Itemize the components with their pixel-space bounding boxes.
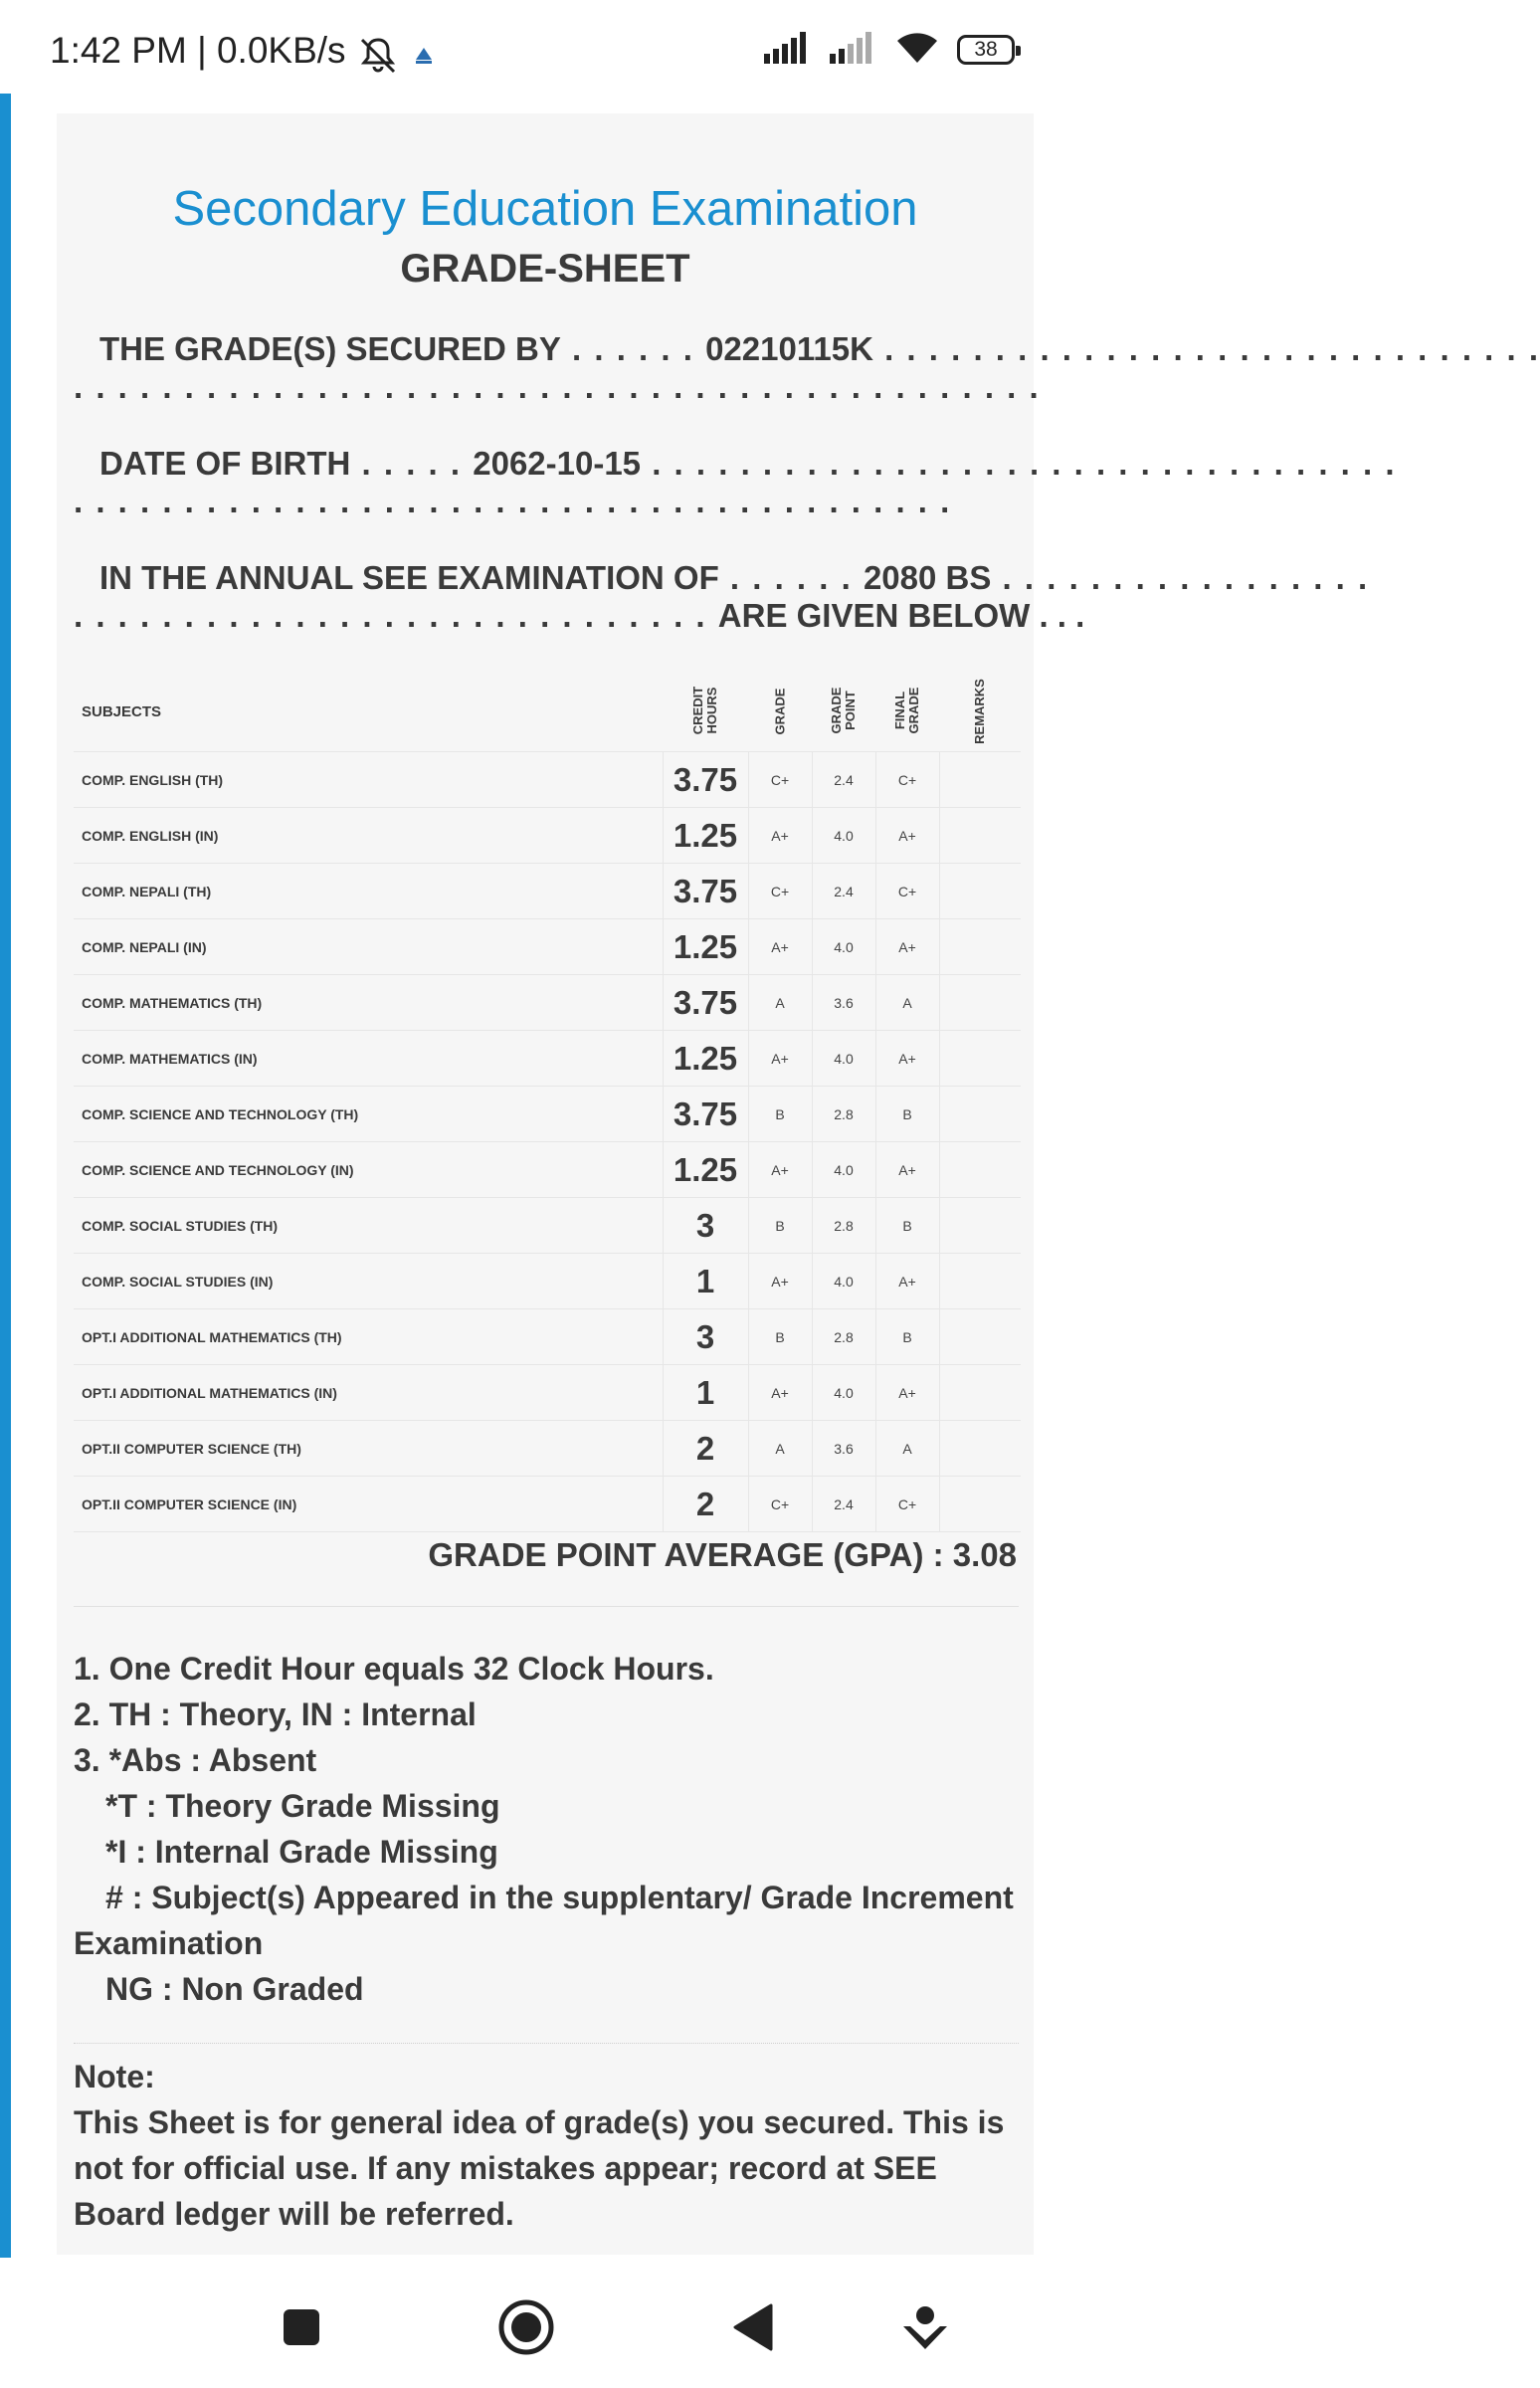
grade-cell: A xyxy=(748,975,812,1031)
assistant-button[interactable] xyxy=(890,2294,960,2364)
subject-cell: COMP. SOCIAL STUDIES (IN) xyxy=(74,1254,663,1309)
grade-cell: B xyxy=(748,1087,812,1142)
grade-cell: A+ xyxy=(748,1142,812,1198)
grade-point-cell: 4.0 xyxy=(812,1365,875,1421)
remarks-cell xyxy=(939,1365,1021,1421)
secured-by-label: THE GRADE(S) SECURED BY xyxy=(99,330,561,367)
home-circle-icon xyxy=(497,2298,555,2361)
dob-dots: . . . . . . . . . . . . . . . . . . . . . . . . . . . . . . . . . . . . . . . . xyxy=(74,483,952,519)
header-grade: GRADE xyxy=(748,672,812,752)
remarks-cell xyxy=(939,1198,1021,1254)
grade-point-cell: 2.8 xyxy=(812,1198,875,1254)
grade-cell: A+ xyxy=(748,1031,812,1087)
given-below: ARE GIVEN BELOW . . . xyxy=(717,597,1085,634)
final-grade-cell: C+ xyxy=(875,864,939,919)
remarks-cell xyxy=(939,1477,1021,1532)
signal-icon xyxy=(764,32,812,69)
battery-icon xyxy=(957,35,1015,65)
table-row xyxy=(74,1309,1021,1365)
final-grade-cell: A+ xyxy=(875,808,939,864)
final-grade-cell: B xyxy=(875,1198,939,1254)
remarks-cell xyxy=(939,1309,1021,1365)
table-row xyxy=(74,1087,1021,1142)
header-subjects: SUBJECTS xyxy=(74,672,663,752)
credit-hours-cell: 3 xyxy=(663,1198,748,1254)
subject-cell: COMP. SCIENCE AND TECHNOLOGY (IN) xyxy=(74,1142,663,1198)
recents-button[interactable] xyxy=(267,2294,336,2364)
battery-level: 38 xyxy=(974,38,998,61)
gpa-value: GRADE POINT AVERAGE (GPA) : 3.08 xyxy=(428,1536,1017,1573)
subject-cell: OPT.I ADDITIONAL MATHEMATICS (TH) xyxy=(74,1309,663,1365)
final-grade-cell: C+ xyxy=(875,752,939,808)
dob-value: 2062-10-15 xyxy=(473,445,642,482)
home-button[interactable] xyxy=(491,2294,561,2364)
credit-hours-cell: 2 xyxy=(663,1477,748,1532)
secured-by-dots: . . . . . . . . . . . . . . . . . . . . . . . . . . . . . . . . . . . . . . . . . . . . xyxy=(74,368,1041,405)
remarks-cell xyxy=(939,1087,1021,1142)
credit-hours-cell: 1 xyxy=(663,1365,748,1421)
person-down-icon xyxy=(900,2302,950,2357)
final-grade-cell: B xyxy=(875,1309,939,1365)
symbol-number: 02210115K xyxy=(705,330,873,367)
table-row xyxy=(74,1031,1021,1087)
subject-cell: OPT.I ADDITIONAL MATHEMATICS (IN) xyxy=(74,1365,663,1421)
grade-point-cell: 3.6 xyxy=(812,1421,875,1477)
credit-hours-cell: 3.75 xyxy=(663,1087,748,1142)
grade-cell: C+ xyxy=(748,1477,812,1532)
grade-point-cell: 2.8 xyxy=(812,1309,875,1365)
credit-hours-cell: 3.75 xyxy=(663,864,748,919)
remarks-cell xyxy=(939,1031,1021,1087)
subject-cell: OPT.II COMPUTER SCIENCE (TH) xyxy=(74,1421,663,1477)
final-grade-cell: A xyxy=(875,975,939,1031)
signal-2-icon xyxy=(830,32,877,69)
grade-cell: B xyxy=(748,1198,812,1254)
status-time: 1:42 PM | 0.0KB/s xyxy=(50,30,346,71)
back-triangle-icon xyxy=(731,2303,775,2356)
grade-point-cell: 4.0 xyxy=(812,919,875,975)
note-item: 2. TH : Theory, IN : Internal xyxy=(74,1696,477,1732)
grade-point-cell: 2.4 xyxy=(812,1477,875,1532)
table-row xyxy=(74,752,1021,808)
examination-word: Examination xyxy=(74,1925,264,1961)
subject-cell: COMP. ENGLISH (IN) xyxy=(74,808,663,864)
credit-hours-cell: 1 xyxy=(663,1254,748,1309)
header-credit-hours: CREDIT HOURS xyxy=(663,672,748,752)
sub-note-item: *T : Theory Grade Missing xyxy=(105,1788,500,1824)
final-grade-cell: A+ xyxy=(875,1254,939,1309)
header-remarks: REMARKS xyxy=(939,672,1021,752)
remarks-cell xyxy=(939,975,1021,1031)
grade-point-cell: 3.6 xyxy=(812,975,875,1031)
grade-point-cell: 2.4 xyxy=(812,752,875,808)
note-text: This Sheet is for general idea of grade(s) you secured. This is not for official use. If any mistakes appear; record at SEE Board ledger will be referred. xyxy=(74,2104,1005,2232)
credit-hours-cell: 3.75 xyxy=(663,752,748,808)
table-row xyxy=(74,1421,1021,1477)
header-final-grade: FINAL GRADE xyxy=(875,672,939,752)
subject-cell: COMP. MATHEMATICS (IN) xyxy=(74,1031,663,1087)
grade-point-cell: 4.0 xyxy=(812,1031,875,1087)
wifi-icon xyxy=(895,31,939,70)
table-row xyxy=(74,1365,1021,1421)
credit-hours-cell: 1.25 xyxy=(663,1031,748,1087)
note-label: Note: xyxy=(74,2059,155,2094)
dob-label: DATE OF BIRTH xyxy=(99,445,351,482)
back-button[interactable] xyxy=(718,2294,788,2364)
grade-cell: A+ xyxy=(748,919,812,975)
note-item: 3. *Abs : Absent xyxy=(74,1742,317,1778)
table-row xyxy=(74,975,1021,1031)
app-notification-icon xyxy=(412,44,436,73)
subject-cell: OPT.II COMPUTER SCIENCE (IN) xyxy=(74,1477,663,1532)
credit-hours-cell: 3 xyxy=(663,1309,748,1365)
remarks-cell xyxy=(939,752,1021,808)
sheet-title: GRADE-SHEET xyxy=(400,247,690,291)
grade-point-cell: 2.4 xyxy=(812,864,875,919)
dotted-divider xyxy=(74,2043,1019,2044)
final-grade-cell: C+ xyxy=(875,1477,939,1532)
grade-point-cell: 4.0 xyxy=(812,1142,875,1198)
mute-icon xyxy=(356,36,400,81)
sub-note-item: *I : Internal Grade Missing xyxy=(105,1834,498,1870)
subject-cell: COMP. NEPALI (IN) xyxy=(74,919,663,975)
credit-hours-cell: 1.25 xyxy=(663,808,748,864)
note-block xyxy=(74,2054,1019,2237)
table-row xyxy=(74,808,1021,864)
grade-cell: A+ xyxy=(748,1254,812,1309)
remarks-cell xyxy=(939,1421,1021,1477)
final-grade-cell: A xyxy=(875,1421,939,1477)
given-below-line: . . . . . . . . . . . . . . . . . . . . . . . . . . . . . ARE GIVEN BELOW . . . xyxy=(74,597,1085,634)
square-icon xyxy=(282,2307,321,2352)
table-row xyxy=(74,919,1021,975)
subject-cell: COMP. ENGLISH (TH) xyxy=(74,752,663,808)
remarks-cell xyxy=(939,1254,1021,1309)
grade-sheet-card xyxy=(57,113,1540,2255)
divider xyxy=(74,1606,1019,1607)
table-row xyxy=(74,1198,1021,1254)
exam-year: 2080 BS xyxy=(863,559,992,596)
scroll-indicator xyxy=(0,94,11,2258)
remarks-cell xyxy=(939,919,1021,975)
grade-cell: A+ xyxy=(748,1365,812,1421)
grade-point-cell: 4.0 xyxy=(812,1254,875,1309)
secured-by-line: THE GRADE(S) SECURED BY . . . . . . 02210115K . . . . . . . . . . . . . . . . . . . . . . . . . . . . . . xyxy=(99,330,1540,367)
grade-cell: A xyxy=(748,1421,812,1477)
credit-hours-cell: 3.75 xyxy=(663,975,748,1031)
subject-cell: COMP. MATHEMATICS (TH) xyxy=(74,975,663,1031)
grade-cell: B xyxy=(748,1309,812,1365)
remarks-cell xyxy=(939,808,1021,864)
legend-notes xyxy=(74,1646,1024,2012)
subject-cell: COMP. NEPALI (TH) xyxy=(74,864,663,919)
final-grade-cell: B xyxy=(875,1087,939,1142)
subject-cell: COMP. SOCIAL STUDIES (TH) xyxy=(74,1198,663,1254)
grades-table xyxy=(74,672,1021,1532)
grade-point-cell: 2.8 xyxy=(812,1087,875,1142)
final-grade-cell: A+ xyxy=(875,1365,939,1421)
final-grade-cell: A+ xyxy=(875,1031,939,1087)
remarks-cell xyxy=(939,864,1021,919)
note-item: 1. One Credit Hour equals 32 Clock Hours. xyxy=(74,1651,714,1687)
annual-line: IN THE ANNUAL SEE EXAMINATION OF . . . . . . 2080 BS . . . . . . . . . . . . . . . . . xyxy=(99,559,1370,596)
exam-title: Secondary Education Examination xyxy=(172,182,918,236)
annual-label: IN THE ANNUAL SEE EXAMINATION OF xyxy=(99,559,719,596)
grade-cell: C+ xyxy=(748,752,812,808)
table-header-row xyxy=(74,672,1021,752)
table-row xyxy=(74,864,1021,919)
grade-cell: A+ xyxy=(748,808,812,864)
remarks-cell xyxy=(939,1142,1021,1198)
subject-cell: COMP. SCIENCE AND TECHNOLOGY (TH) xyxy=(74,1087,663,1142)
table-row xyxy=(74,1142,1021,1198)
grade-point-cell: 4.0 xyxy=(812,808,875,864)
sub-note-item: # : Subject(s) Appeared in the supplentary/ Grade Increment xyxy=(105,1880,1014,1915)
credit-hours-cell: 1.25 xyxy=(663,1142,748,1198)
status-bar xyxy=(0,0,1074,90)
credit-hours-cell: 2 xyxy=(663,1421,748,1477)
header-grade-point: GRADE POINT xyxy=(812,672,875,752)
final-grade-cell: A+ xyxy=(875,1142,939,1198)
navigation-bar xyxy=(0,2265,1074,2388)
table-row xyxy=(74,1254,1021,1309)
table-row xyxy=(74,1477,1021,1532)
ng-note: NG : Non Graded xyxy=(105,1971,364,2007)
final-grade-cell: A+ xyxy=(875,919,939,975)
dob-line: DATE OF BIRTH . . . . . 2062-10-15 . . . . . . . . . . . . . . . . . . . . . . . . . . . . . . . . . . xyxy=(99,445,1397,482)
credit-hours-cell: 1.25 xyxy=(663,919,748,975)
grade-cell: C+ xyxy=(748,864,812,919)
